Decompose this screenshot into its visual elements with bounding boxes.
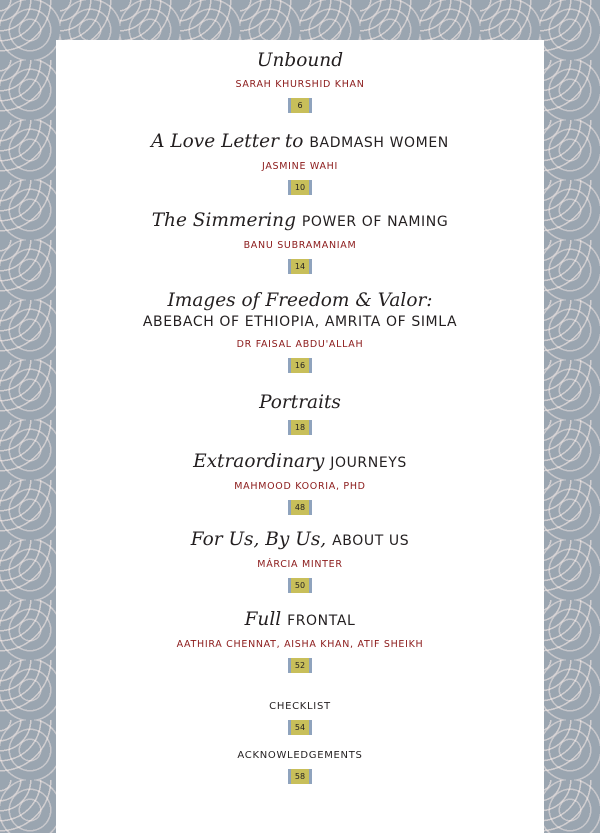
- toc-entry-unbound: [56, 50, 544, 113]
- page-number-badge: 52: [288, 658, 312, 673]
- toc-entry-images-of-freedom: [56, 290, 544, 373]
- page-number-badge: 14: [288, 259, 312, 274]
- page-number-badge: 48: [288, 500, 312, 515]
- entry-author: SARAH KHURSHID KHAN: [235, 79, 365, 90]
- toc-entry-journeys: [56, 451, 544, 515]
- toc-entry-checklist: [56, 700, 544, 735]
- entry-author: MÁRCIA MINTER: [257, 559, 343, 570]
- page-number-badge: 10: [288, 180, 312, 195]
- entry-author: BANU SUBRAMANIAM: [243, 240, 357, 251]
- page-number-badge: 6: [288, 98, 312, 113]
- page-number-badge: 54: [288, 720, 312, 735]
- entry-title: The Simmering POWER OF NAMING: [151, 210, 449, 231]
- entry-subtitle: ABEBACH OF ETHIOPIA, AMRITA OF SIMLA: [142, 314, 458, 330]
- entry-author: DR FAISAL ABDU'ALLAH: [236, 339, 364, 350]
- toc-entry-acknowledgements: [56, 749, 544, 784]
- page-number-badge: 18: [288, 420, 312, 435]
- contents-page: [56, 40, 544, 833]
- page-number-badge: 16: [288, 358, 312, 373]
- page-number-badge: 50: [288, 578, 312, 593]
- toc-entry-power-of-naming: [56, 210, 544, 274]
- entry-title: A Love Letter to BADMASH WOMEN: [151, 131, 449, 152]
- entry-author: MAHMOOD KOORIA, PHD: [234, 481, 366, 492]
- entry-title: Full FRONTAL: [244, 609, 356, 630]
- entry-title: Images of Freedom & Valor:: [167, 290, 433, 311]
- entry-label: ACKNOWLEDGEMENTS: [237, 750, 363, 761]
- entry-title: For Us, By Us, ABOUT US: [190, 529, 410, 550]
- entry-label: CHECKLIST: [269, 701, 331, 712]
- toc-entry-full-frontal: [56, 609, 544, 673]
- entry-title: Portraits: [259, 392, 341, 413]
- entry-author: JASMINE WAHI: [261, 161, 338, 172]
- toc-entry-about-us: [56, 529, 544, 593]
- page-number-badge: 58: [288, 769, 312, 784]
- toc-entry-portraits: [56, 392, 544, 435]
- toc-entry-badmash-women: [56, 131, 544, 195]
- entry-author: AATHIRA CHENNAT, AISHA KHAN, ATIF SHEIKH: [176, 639, 424, 650]
- entry-title: Unbound: [256, 50, 344, 71]
- entry-title: Extraordinary JOURNEYS: [193, 451, 407, 472]
